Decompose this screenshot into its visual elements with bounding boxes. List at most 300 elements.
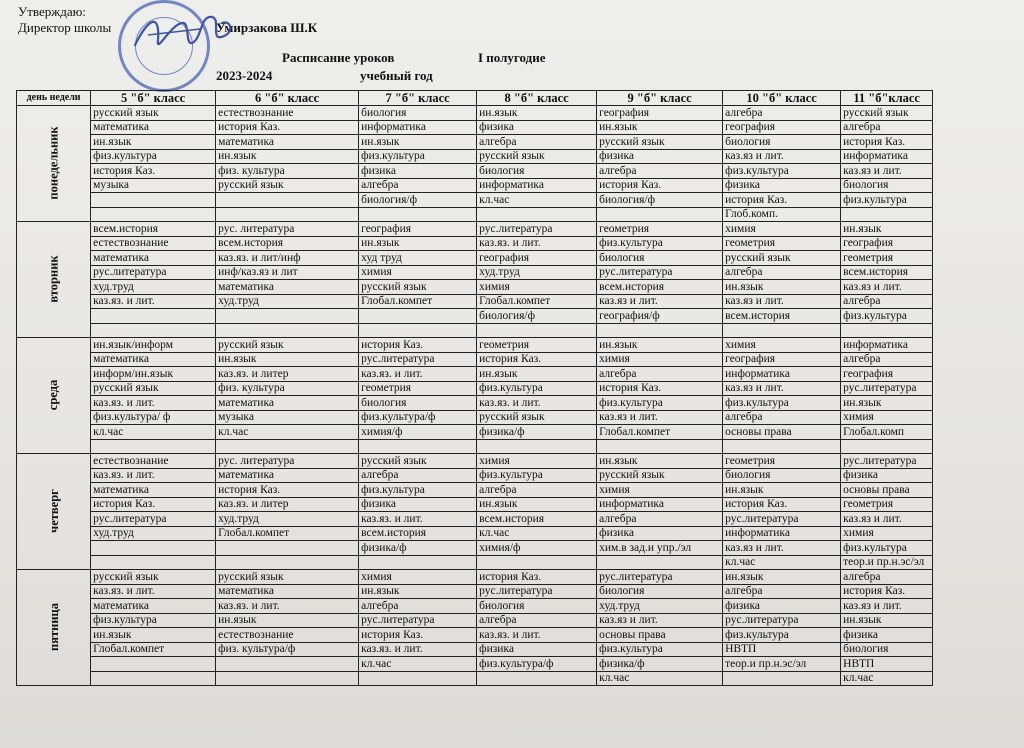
lesson-cell: физ.культура bbox=[477, 381, 597, 396]
lesson-cell: каз.яз и лит. bbox=[841, 512, 933, 527]
lesson-cell bbox=[359, 309, 477, 324]
lesson-cell bbox=[477, 671, 597, 686]
lesson-cell: рус.литература bbox=[359, 613, 477, 628]
lesson-cell: история Каз. bbox=[841, 135, 933, 150]
director-signature bbox=[130, 5, 240, 65]
lesson-cell: история Каз. bbox=[597, 381, 723, 396]
lesson-cell: всем.история bbox=[216, 236, 359, 251]
lesson-cell: геометрия bbox=[597, 222, 723, 237]
schedule-row bbox=[17, 468, 933, 483]
lesson-cell: рус.литература bbox=[597, 570, 723, 585]
lesson-cell: всем.история bbox=[597, 280, 723, 295]
lesson-cell: кл.час bbox=[216, 425, 359, 440]
lesson-cell bbox=[216, 193, 359, 208]
lesson-cell: биология bbox=[477, 599, 597, 614]
schedule-row bbox=[17, 149, 933, 164]
lesson-cell: худ.труд bbox=[216, 512, 359, 527]
lesson-cell: физ.культура/ф bbox=[477, 657, 597, 672]
schedule-row bbox=[17, 120, 933, 135]
lesson-cell: каз.яз. и лит. bbox=[359, 367, 477, 382]
lesson-cell: история Каз. bbox=[91, 164, 216, 179]
lesson-cell bbox=[359, 207, 477, 222]
lesson-cell bbox=[841, 439, 933, 454]
lesson-cell: рус.литература bbox=[723, 512, 841, 527]
lesson-cell: математика bbox=[216, 280, 359, 295]
lesson-cell: история Каз. bbox=[216, 483, 359, 498]
schedule-row bbox=[17, 178, 933, 193]
lesson-cell: рус.литература bbox=[841, 381, 933, 396]
lesson-cell: каз.яз. и лит. bbox=[91, 468, 216, 483]
lesson-cell: физика bbox=[723, 599, 841, 614]
lesson-cell: биология bbox=[723, 135, 841, 150]
lesson-cell: алгебра bbox=[359, 468, 477, 483]
lesson-cell: физ.культура bbox=[597, 396, 723, 411]
schedule-row bbox=[17, 628, 933, 643]
schedule-row bbox=[17, 309, 933, 324]
lesson-cell: худ.труд bbox=[216, 294, 359, 309]
lesson-cell bbox=[841, 323, 933, 338]
lesson-cell bbox=[723, 323, 841, 338]
schedule-row bbox=[17, 251, 933, 266]
lesson-cell bbox=[597, 439, 723, 454]
lesson-cell bbox=[597, 323, 723, 338]
lesson-cell: алгебра bbox=[723, 265, 841, 280]
schedule-row bbox=[17, 294, 933, 309]
lesson-cell: алгебра bbox=[723, 584, 841, 599]
lesson-cell: ин.язык bbox=[597, 454, 723, 469]
lesson-cell: физ.культура bbox=[841, 309, 933, 324]
lesson-cell: математика bbox=[91, 251, 216, 266]
lesson-cell bbox=[477, 555, 597, 570]
lesson-cell: каз.яз. и лит. bbox=[359, 642, 477, 657]
schedule-row bbox=[17, 657, 933, 672]
lesson-cell: музыка bbox=[216, 410, 359, 425]
lesson-cell: ин.язык bbox=[359, 236, 477, 251]
schedule-row bbox=[17, 512, 933, 527]
lesson-cell: кл.час bbox=[359, 657, 477, 672]
lesson-cell: биология/ф bbox=[597, 193, 723, 208]
lesson-cell: основы права bbox=[597, 628, 723, 643]
lesson-cell bbox=[216, 207, 359, 222]
lesson-cell: физика bbox=[841, 628, 933, 643]
schedule-row bbox=[17, 497, 933, 512]
lesson-cell: каз.яз. и лит. bbox=[477, 236, 597, 251]
lesson-cell: рус.литература bbox=[597, 265, 723, 280]
lesson-cell: история Каз. bbox=[359, 338, 477, 353]
schedule-row bbox=[17, 439, 933, 454]
lesson-cell bbox=[91, 309, 216, 324]
lesson-cell: история Каз. bbox=[477, 352, 597, 367]
lesson-cell: Глобал.компет bbox=[597, 425, 723, 440]
lesson-cell: ин.язык bbox=[216, 613, 359, 628]
lesson-cell: каз.яз. и лит. bbox=[477, 396, 597, 411]
schedule-row bbox=[17, 352, 933, 367]
lesson-cell bbox=[91, 193, 216, 208]
lesson-cell: математика bbox=[91, 120, 216, 135]
lesson-cell: алгебра bbox=[841, 352, 933, 367]
class-header: 8 "б" класс bbox=[477, 91, 597, 106]
lesson-cell: алгебра bbox=[597, 367, 723, 382]
lesson-cell: геометрия bbox=[841, 251, 933, 266]
lesson-cell: ин.язык bbox=[359, 135, 477, 150]
lesson-cell: каз.яз. и лит/инф bbox=[216, 251, 359, 266]
lesson-cell: русский язык bbox=[216, 178, 359, 193]
lesson-cell: физ. культура bbox=[216, 381, 359, 396]
lesson-cell: ин.язык bbox=[723, 483, 841, 498]
lesson-cell: ин.язык bbox=[477, 106, 597, 121]
lesson-cell bbox=[359, 323, 477, 338]
lesson-cell: основы права bbox=[723, 425, 841, 440]
lesson-cell: история Каз. bbox=[216, 120, 359, 135]
lesson-cell bbox=[359, 555, 477, 570]
schedule-row bbox=[17, 570, 933, 585]
lesson-cell: кл.час bbox=[723, 555, 841, 570]
lesson-cell: физ.культура bbox=[723, 396, 841, 411]
schedule-row bbox=[17, 541, 933, 556]
lesson-cell: география bbox=[723, 120, 841, 135]
day-cell bbox=[17, 570, 91, 686]
lesson-cell: химия/ф bbox=[477, 541, 597, 556]
lesson-cell bbox=[477, 439, 597, 454]
lesson-cell: история Каз. bbox=[723, 497, 841, 512]
lesson-cell: география bbox=[841, 367, 933, 382]
class-header: 7 "б" класс bbox=[359, 91, 477, 106]
lesson-cell: биология bbox=[841, 178, 933, 193]
lesson-cell bbox=[91, 671, 216, 686]
schedule-row bbox=[17, 642, 933, 657]
lesson-cell: Глобал.компет bbox=[359, 294, 477, 309]
lesson-cell: русский язык bbox=[477, 410, 597, 425]
lesson-cell bbox=[91, 207, 216, 222]
lesson-cell: биология bbox=[477, 164, 597, 179]
lesson-cell: худ.труд bbox=[477, 265, 597, 280]
lesson-cell: физ.культура/ ф bbox=[91, 410, 216, 425]
lesson-cell: математика bbox=[91, 599, 216, 614]
lesson-cell bbox=[841, 207, 933, 222]
schedule-row bbox=[17, 338, 933, 353]
lesson-cell bbox=[216, 555, 359, 570]
lesson-cell: физика bbox=[723, 178, 841, 193]
lesson-cell: естествознание bbox=[91, 454, 216, 469]
lesson-cell: кл.час bbox=[477, 526, 597, 541]
lesson-cell: физ.культура bbox=[91, 149, 216, 164]
schedule-row bbox=[17, 425, 933, 440]
schedule-row bbox=[17, 323, 933, 338]
lesson-cell: физ. культура/ф bbox=[216, 642, 359, 657]
lesson-cell: алгебра bbox=[723, 410, 841, 425]
lesson-cell: химия bbox=[841, 410, 933, 425]
lesson-cell: естествознание bbox=[216, 628, 359, 643]
lesson-cell: химия bbox=[597, 483, 723, 498]
lesson-cell: русский язык bbox=[841, 106, 933, 121]
lesson-cell bbox=[597, 207, 723, 222]
class-header: 9 "б" класс bbox=[597, 91, 723, 106]
day-cell bbox=[17, 222, 91, 338]
lesson-cell: каз.яз и лит. bbox=[723, 149, 841, 164]
lesson-cell: худ.труд bbox=[91, 280, 216, 295]
lesson-cell: рус.литература bbox=[477, 584, 597, 599]
director-label: Директор школы bbox=[18, 20, 112, 35]
lesson-cell: ин.язык bbox=[723, 280, 841, 295]
lesson-cell: Глобал.компет bbox=[477, 294, 597, 309]
lesson-cell bbox=[359, 671, 477, 686]
lesson-cell: ин.язык bbox=[91, 628, 216, 643]
lesson-cell: ин.язык bbox=[723, 570, 841, 585]
lesson-cell: музыка bbox=[91, 178, 216, 193]
lesson-cell: естествознание bbox=[91, 236, 216, 251]
lesson-cell: худ.труд bbox=[91, 526, 216, 541]
class-header: 6 "б" класс bbox=[216, 91, 359, 106]
day-name: четверг bbox=[46, 489, 61, 533]
lesson-cell: ин.язык bbox=[91, 135, 216, 150]
lesson-cell: алгебра bbox=[359, 178, 477, 193]
lesson-cell: всем.история bbox=[723, 309, 841, 324]
lesson-cell: биология bbox=[359, 106, 477, 121]
lesson-cell bbox=[91, 439, 216, 454]
lesson-cell: русский язык bbox=[216, 338, 359, 353]
schedule-row bbox=[17, 135, 933, 150]
lesson-cell: биология/ф bbox=[477, 309, 597, 324]
semester-label: I полугодие bbox=[478, 50, 546, 65]
lesson-cell: каз.яз. и лит. bbox=[216, 599, 359, 614]
class-header: 5 "б" класс bbox=[91, 91, 216, 106]
lesson-cell: каз.яз и лит. bbox=[841, 599, 933, 614]
lesson-cell: геометрия bbox=[477, 338, 597, 353]
lesson-cell: физика bbox=[477, 642, 597, 657]
lesson-cell: история Каз. bbox=[91, 497, 216, 512]
lesson-cell: геометрия bbox=[723, 236, 841, 251]
lesson-cell: каз.яз и лит. bbox=[597, 410, 723, 425]
lesson-cell: основы права bbox=[841, 483, 933, 498]
lesson-cell: информ/ин.язык bbox=[91, 367, 216, 382]
schedule-row bbox=[17, 613, 933, 628]
lesson-cell bbox=[723, 439, 841, 454]
lesson-cell: география bbox=[597, 106, 723, 121]
lesson-cell: каз.яз. и лит. bbox=[91, 294, 216, 309]
lesson-cell: каз.яз и лит. bbox=[723, 381, 841, 396]
lesson-cell: биология bbox=[597, 251, 723, 266]
day-name: пятница bbox=[46, 603, 61, 651]
lesson-cell: физика bbox=[359, 164, 477, 179]
lesson-cell: ин.язык bbox=[477, 367, 597, 382]
lesson-cell: русский язык bbox=[359, 454, 477, 469]
lesson-cell: кл.час bbox=[477, 193, 597, 208]
lesson-cell: рус.литература bbox=[723, 613, 841, 628]
lesson-cell: биология bbox=[359, 396, 477, 411]
lesson-cell: каз.яз и лит. bbox=[723, 541, 841, 556]
schedule-row bbox=[17, 222, 933, 237]
school-year: 2023-2024 bbox=[216, 68, 273, 83]
lesson-cell: информатика bbox=[359, 120, 477, 135]
lesson-cell: ин.язык bbox=[477, 497, 597, 512]
lesson-cell: физ.культура bbox=[359, 483, 477, 498]
lesson-cell bbox=[216, 657, 359, 672]
lesson-cell: Глобал.комп bbox=[841, 425, 933, 440]
lesson-cell: всем.история bbox=[477, 512, 597, 527]
lesson-cell: алгебра bbox=[597, 164, 723, 179]
lesson-cell: русский язык bbox=[91, 106, 216, 121]
lesson-cell: русский язык bbox=[359, 280, 477, 295]
day-name: понедельник bbox=[46, 126, 61, 200]
lesson-cell: ин.язык bbox=[841, 222, 933, 237]
lesson-cell: ин.язык bbox=[597, 338, 723, 353]
schedule-row bbox=[17, 280, 933, 295]
lesson-cell: физ. культура bbox=[216, 164, 359, 179]
lesson-cell: информатика bbox=[841, 149, 933, 164]
lesson-cell: рус. литература bbox=[216, 454, 359, 469]
lesson-cell: математика bbox=[216, 135, 359, 150]
lesson-cell: алгебра bbox=[477, 613, 597, 628]
lesson-cell bbox=[91, 541, 216, 556]
lesson-cell: каз.яз. и лит. bbox=[91, 584, 216, 599]
lesson-cell: естествознание bbox=[216, 106, 359, 121]
lesson-cell: физ.культура bbox=[841, 541, 933, 556]
schedule-row bbox=[17, 410, 933, 425]
schedule-row bbox=[17, 367, 933, 382]
lesson-cell: кл.час bbox=[91, 425, 216, 440]
lesson-cell: каз.яз и лит. bbox=[841, 164, 933, 179]
lesson-cell: инф/каз.яз и лит bbox=[216, 265, 359, 280]
lesson-cell: физ.культура bbox=[91, 613, 216, 628]
lesson-cell: геометрия bbox=[723, 454, 841, 469]
lesson-cell bbox=[216, 541, 359, 556]
lesson-cell: ин.язык/информ bbox=[91, 338, 216, 353]
lesson-cell bbox=[477, 323, 597, 338]
lesson-cell: алгебра bbox=[841, 570, 933, 585]
lesson-cell: физ.культура bbox=[723, 628, 841, 643]
lesson-cell: НВТП bbox=[841, 657, 933, 672]
lesson-cell: физика/ф bbox=[359, 541, 477, 556]
lesson-cell: каз.яз. и лит. bbox=[359, 512, 477, 527]
lesson-cell: химия bbox=[477, 280, 597, 295]
lesson-cell: химия bbox=[359, 570, 477, 585]
lesson-cell bbox=[359, 439, 477, 454]
schedule-row bbox=[17, 584, 933, 599]
schedule-row bbox=[17, 454, 933, 469]
lesson-cell: алгебра bbox=[477, 135, 597, 150]
lesson-cell: алгебра bbox=[841, 120, 933, 135]
lesson-cell: биология bbox=[597, 584, 723, 599]
lesson-cell: физика bbox=[597, 149, 723, 164]
lesson-cell: рус.литература bbox=[359, 352, 477, 367]
lesson-cell: информатика bbox=[723, 367, 841, 382]
lesson-cell: Глоб.комп. bbox=[723, 207, 841, 222]
day-cell bbox=[17, 454, 91, 570]
lesson-cell bbox=[91, 555, 216, 570]
lesson-cell bbox=[477, 207, 597, 222]
schedule-row bbox=[17, 265, 933, 280]
schedule-row bbox=[17, 671, 933, 686]
lesson-cell: физ.культура bbox=[723, 164, 841, 179]
lesson-cell: алгебра bbox=[597, 512, 723, 527]
lesson-cell: информатика bbox=[841, 338, 933, 353]
lesson-cell: теор.и пр.н.эс/эл bbox=[723, 657, 841, 672]
lesson-cell: физика bbox=[477, 120, 597, 135]
schedule-row bbox=[17, 599, 933, 614]
day-cell bbox=[17, 106, 91, 222]
lesson-cell: каз.яз. и лит. bbox=[91, 396, 216, 411]
lesson-cell: химия/ф bbox=[359, 425, 477, 440]
schedule-title: Расписание уроков bbox=[282, 50, 395, 65]
lesson-cell: физ.культура bbox=[841, 193, 933, 208]
lesson-cell: каз.яз и лит. bbox=[841, 280, 933, 295]
schedule-row bbox=[17, 381, 933, 396]
lesson-cell: рус. литература bbox=[216, 222, 359, 237]
schedule-row bbox=[17, 207, 933, 222]
lesson-cell: каз.яз и лит. bbox=[597, 294, 723, 309]
schedule-row bbox=[17, 396, 933, 411]
lesson-cell: русский язык bbox=[91, 381, 216, 396]
lesson-cell: теор.и пр.н.эс/эл bbox=[841, 555, 933, 570]
lesson-cell: ин.язык bbox=[216, 149, 359, 164]
lesson-cell: история Каз. bbox=[477, 570, 597, 585]
lesson-cell: каз.яз. и литер bbox=[216, 497, 359, 512]
schedule-row bbox=[17, 164, 933, 179]
school-year-label: учебный год bbox=[360, 68, 433, 83]
class-header: 10 "б" класс bbox=[723, 91, 841, 106]
lesson-cell: география/ф bbox=[597, 309, 723, 324]
lesson-cell: физика/ф bbox=[477, 425, 597, 440]
lesson-cell: геометрия bbox=[359, 381, 477, 396]
lesson-cell: Глобал.компет bbox=[91, 642, 216, 657]
lesson-cell: физ.культура/ф bbox=[359, 410, 477, 425]
lesson-cell: хим.в зад.и упр./эл bbox=[597, 541, 723, 556]
lesson-cell: информатика bbox=[597, 497, 723, 512]
lesson-cell: алгебра bbox=[477, 483, 597, 498]
lesson-cell: география bbox=[477, 251, 597, 266]
lesson-cell: физика bbox=[359, 497, 477, 512]
lesson-cell: русский язык bbox=[723, 251, 841, 266]
lesson-cell: НВТП bbox=[723, 642, 841, 657]
lesson-cell: биология bbox=[723, 468, 841, 483]
lesson-cell bbox=[91, 323, 216, 338]
schedule-table bbox=[16, 90, 933, 686]
lesson-cell: русский язык bbox=[597, 468, 723, 483]
lesson-cell bbox=[216, 323, 359, 338]
approve-label: Утверждаю: bbox=[18, 4, 86, 19]
lesson-cell: рус.литература bbox=[91, 265, 216, 280]
lesson-cell: кл.час bbox=[597, 671, 723, 686]
header-row bbox=[17, 91, 933, 106]
lesson-cell: рус.литература bbox=[91, 512, 216, 527]
lesson-cell: каз.яз и лит. bbox=[597, 613, 723, 628]
lesson-cell: химия bbox=[359, 265, 477, 280]
lesson-cell: химия bbox=[723, 338, 841, 353]
lesson-cell bbox=[216, 671, 359, 686]
lesson-cell: математика bbox=[216, 396, 359, 411]
lesson-cell: биология bbox=[841, 642, 933, 657]
lesson-cell: математика bbox=[216, 468, 359, 483]
lesson-cell: физика bbox=[597, 526, 723, 541]
lesson-cell: рус.литература bbox=[477, 222, 597, 237]
schedule-body bbox=[17, 106, 933, 686]
lesson-cell: русский язык bbox=[91, 570, 216, 585]
lesson-cell: рус.литература bbox=[841, 454, 933, 469]
lesson-cell: биология/ф bbox=[359, 193, 477, 208]
lesson-cell: каз.яз. и литер bbox=[216, 367, 359, 382]
lesson-cell: ин.язык bbox=[841, 396, 933, 411]
lesson-cell: алгебра bbox=[723, 106, 841, 121]
lesson-cell: история Каз. bbox=[841, 584, 933, 599]
lesson-cell bbox=[216, 439, 359, 454]
lesson-cell: худ.труд bbox=[597, 599, 723, 614]
lesson-cell: химия bbox=[841, 526, 933, 541]
lesson-cell: история Каз. bbox=[359, 628, 477, 643]
lesson-cell: география bbox=[723, 352, 841, 367]
schedule-row bbox=[17, 483, 933, 498]
lesson-cell: физ.культура bbox=[597, 236, 723, 251]
schedule-row bbox=[17, 555, 933, 570]
